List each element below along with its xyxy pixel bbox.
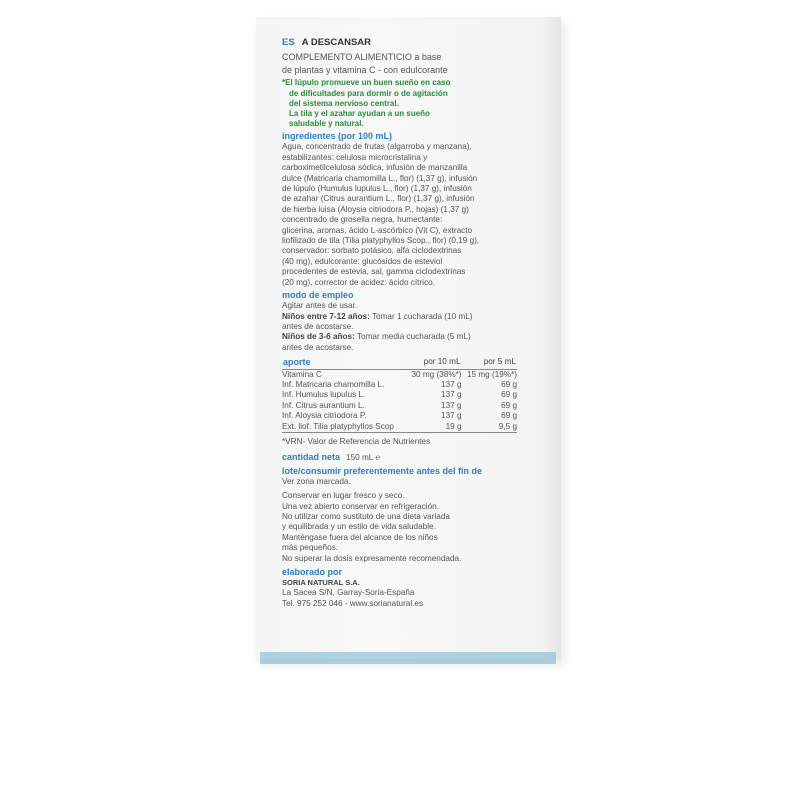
ingredients-line: carboximetilcelulosa sódica, infusión de manzanilla xyxy=(282,163,468,173)
table-row xyxy=(282,390,517,400)
storage-line: Manténgase fuera del alcance de los niños xyxy=(282,532,438,542)
nutrient-name: Vitamina C xyxy=(282,369,322,379)
usage-age-3-6: Niños de 3-6 años: xyxy=(282,332,355,342)
claim-line-3: del sistema nervioso central. xyxy=(289,98,399,108)
usage-line-3: antes de acostarse. xyxy=(282,321,354,331)
ingredients-line: estabilizantes: celulosa microcristalina y xyxy=(282,152,428,162)
net-quantity xyxy=(282,450,522,463)
ingredients-title: ingredientes (por 100 mL) xyxy=(282,131,393,142)
nutrient-value-10ml: 137 g xyxy=(441,400,462,410)
subtitle-line-2: de plantas y vitamina C - con edulcorante xyxy=(282,65,448,76)
table-row xyxy=(282,411,517,421)
storage-line: No utilizar como sustituto de una dieta variada xyxy=(282,512,450,522)
nutrient-value-5ml: 69 g xyxy=(501,379,517,389)
ingredients-line: procedentes de estevia, sal, gamma ciclodextrinas xyxy=(282,267,466,277)
usage-age-7-12: Niños entre 7-12 años: xyxy=(282,311,370,321)
claim-line-4: La tila y el azahar ayudan a un sueño xyxy=(289,109,430,119)
ingredients-line: Agua, concentrado de frutas (algarroba y manzana), xyxy=(282,142,472,152)
table-row xyxy=(282,422,517,433)
storage-line: y equilibrada y un estilo de vida saludable. xyxy=(282,522,436,532)
storage-line: Conservar en lugar fresco y seco. xyxy=(282,491,405,501)
usage-dose-7-12: Tomar 1 cucharada (10 mL) xyxy=(369,311,473,321)
label-header xyxy=(282,38,522,48)
net-quantity-label: cantidad neta xyxy=(282,452,341,463)
storage-notes xyxy=(282,491,522,564)
claim-line-5: saludable y natural. xyxy=(289,119,364,129)
subtitle-line-1: COMPLEMENTO ALIMENTICIO a base xyxy=(282,52,442,63)
nutrient-name: Inf. Citrus aurantium L. xyxy=(282,400,365,410)
nutrient-name: Ext. liof. Tilia platyphyllos Scop xyxy=(282,422,406,433)
ingredients-list xyxy=(282,142,522,288)
ingredients-line: de azahar (Citrus aurantium L., flor) (1,37 g), infusión xyxy=(282,194,475,204)
nutrient-value-5ml: 69 g xyxy=(501,400,517,410)
nutrient-value-5ml: 15 mg (19%*) xyxy=(466,369,517,379)
usage-line-4 xyxy=(282,332,522,342)
usage-line-5: antes de acostarse. xyxy=(282,342,354,352)
maker-title: elaborado por xyxy=(282,567,343,578)
label-text xyxy=(282,38,522,609)
usage-line-2 xyxy=(282,312,522,322)
nutrient-value-10ml: 137 g xyxy=(441,379,462,389)
ingredients-line: concentrado de grosella negra, humectante: xyxy=(282,215,443,225)
nutrient-name: Inf. Aloysia citriodora P. xyxy=(282,411,367,421)
table-row xyxy=(282,369,517,380)
table-row xyxy=(282,380,517,390)
ingredients-line: liofilizado de tila (Tilia platyphyllos Scop., flor) (0,19 g), xyxy=(282,236,480,246)
ingredients-line: dulce (Matricaria chamomilla L., flor) (1,37 g), infusión xyxy=(282,173,478,183)
nutrient-value-5ml: 69 g xyxy=(501,411,517,421)
nutrient-value-5ml: 69 g xyxy=(501,390,517,400)
ingredients-line: (20 mg), corrector de acidez: ácido cítrico. xyxy=(282,277,435,287)
nutrient-name: Inf. Matricaria chamomilla L. xyxy=(282,379,385,389)
nutrient-value-5ml: 9,5 g xyxy=(462,422,517,433)
storage-line: más pequeños. xyxy=(282,543,338,553)
usage-dose-3-6: Tomar media cucharada (5 mL) xyxy=(354,332,471,342)
box-bottom-strip xyxy=(260,652,556,664)
ingredients-line: conservador: sorbato potásico, alfa ciclodextrinas xyxy=(282,246,462,256)
vrn-note: *VRN- Valor de Referencia de Nutrientes xyxy=(282,436,431,446)
storage-line: No superar la dosis expresamente recomendada. xyxy=(282,553,462,563)
box-edge-shading xyxy=(543,17,561,659)
usage-title: modo de empleo xyxy=(282,290,354,301)
claim-line-1: *El lúpulo promueve un buen sueño en caso xyxy=(282,78,451,88)
ingredients-line: glicerina, aromas, ácido L-ascórbico (Vit C), extracto xyxy=(282,225,473,235)
nutrition-title: aporte xyxy=(282,356,406,369)
net-quantity-value: 150 mL ℮ xyxy=(346,453,381,463)
nutrient-value-10ml: 19 g xyxy=(406,422,461,433)
table-row xyxy=(282,401,517,411)
lot-label: lote/consumir preferentemente antes del fin de xyxy=(282,465,483,476)
ingredients-line: (40 mg), edulcorante: glucósidos de esteviol xyxy=(282,256,443,266)
maker-name: SORIA NATURAL S.A. xyxy=(282,578,360,588)
product-name: A DESCANSAR xyxy=(301,37,372,48)
lot-line: Ver zona marcada. xyxy=(282,476,351,486)
nutrient-name: Inf. Humulus lupulus L. xyxy=(282,390,366,400)
nutrient-value-10ml: 30 mg (38%*) xyxy=(411,369,462,379)
nutrition-col-5ml: por 5 mL xyxy=(462,356,517,369)
language-code: ES xyxy=(282,37,295,48)
nutrition-header-row xyxy=(282,356,517,369)
claim-line-2: de dificultades para dormir o de agitación xyxy=(289,88,448,98)
usage-line-1: Agitar antes de usar. xyxy=(282,301,358,311)
nutrition-table xyxy=(282,356,517,433)
ingredients-line: de hierba luisa (Aloysia citriodora P., hojas) (1,37 g) xyxy=(282,204,469,214)
nutrient-value-10ml: 137 g xyxy=(441,390,462,400)
nutrition-col-10ml: por 10 mL xyxy=(406,356,461,369)
maker-address: La Sacea S/N, Garray-Soria-España xyxy=(282,588,415,598)
storage-line: Una vez abierto conservar en refrigeración. xyxy=(282,501,440,511)
nutrient-value-10ml: 137 g xyxy=(441,411,462,421)
maker-contact: Tel. 975 252 046 - www.sorianatural.es xyxy=(282,598,424,608)
ingredients-line: de lúpulo (Humulus lupulus L., flor) (1,37 g), infusión xyxy=(282,184,472,194)
